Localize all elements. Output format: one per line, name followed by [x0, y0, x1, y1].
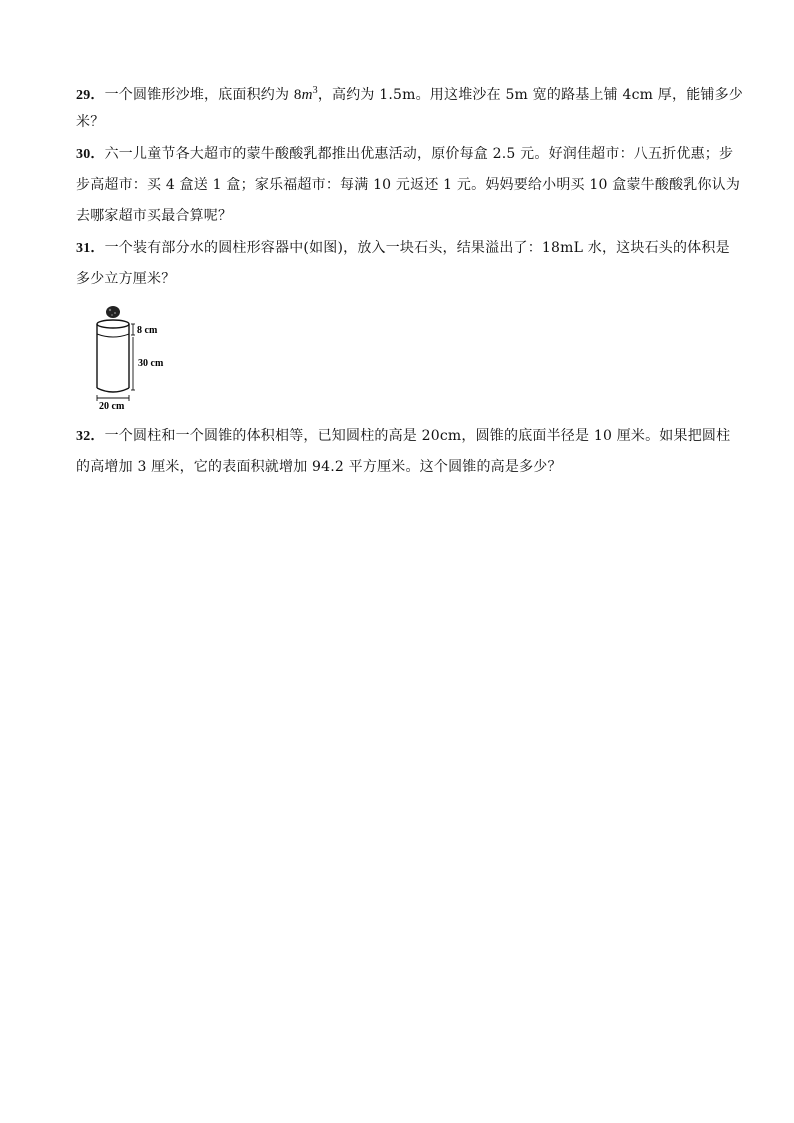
- cylinder-bottom: [97, 388, 129, 392]
- math-unit: m: [301, 87, 313, 103]
- question-30-number: 30．: [76, 147, 105, 162]
- question-31-line-2: 多少立方厘米？: [76, 271, 176, 287]
- question-31-text-1: 一个装有部分水的圆柱形容器中(如图)，放入一块石头，结果溢出了：18mL 水，这块石头的体积是: [104, 240, 730, 256]
- question-30-text-1: 六一儿童节各大超市的蒙牛酸酸乳都推出优惠活动，原价每盒 2.5 元。好润佳超市：八五折优惠；步: [104, 146, 734, 162]
- math-exponent: 3: [312, 85, 318, 96]
- water-line: [97, 334, 129, 337]
- cylinder-figure: [86, 302, 196, 412]
- question-29-text-b: ，高约为 1.5m。用这堆沙在 5m 宽的路基上铺 4cm 厚，能铺多少: [317, 87, 744, 103]
- question-30-line-3: 去哪家超市买最合算呢？: [76, 208, 233, 224]
- question-29-number: 29．: [76, 88, 105, 103]
- question-32-line-1: [76, 426, 730, 447]
- label-top-gap: 8 cm: [137, 325, 158, 336]
- label-diameter: 20 cm: [99, 401, 125, 412]
- question-31-number: 31．: [76, 241, 105, 256]
- label-water-height: 30 cm: [138, 358, 164, 369]
- question-32-text-1: 一个圆柱和一个圆锥的体积相等，已知圆柱的高是 20cm，圆锥的底面半径是 10 厘米。如果把圆柱: [104, 428, 731, 444]
- cylinder-top: [97, 320, 129, 328]
- question-29-math: [294, 87, 318, 103]
- question-31-line-1: [76, 238, 730, 259]
- question-29-line-1: [76, 81, 743, 106]
- question-30-line-2: 步高超市：买 4 盒送 1 盒；家乐福超市：每满 10 元返还 1 元。妈妈要给小明买 10 盒蒙牛酸酸乳你认为: [76, 177, 741, 193]
- question-29-text-a: 一个圆锥形沙堆，底面积约为: [104, 87, 294, 103]
- math-coefficient: 8: [293, 87, 302, 103]
- question-29-line-2: 米？: [76, 114, 105, 130]
- question-30-line-1: [76, 144, 733, 165]
- question-32-number: 32．: [76, 429, 105, 444]
- stone-shape: [106, 306, 120, 318]
- cylinder-diagram: [86, 302, 196, 412]
- question-32-line-2: 的高增加 3 厘米，它的表面积就增加 94.2 平方厘米。这个圆锥的高是多少？: [76, 459, 562, 475]
